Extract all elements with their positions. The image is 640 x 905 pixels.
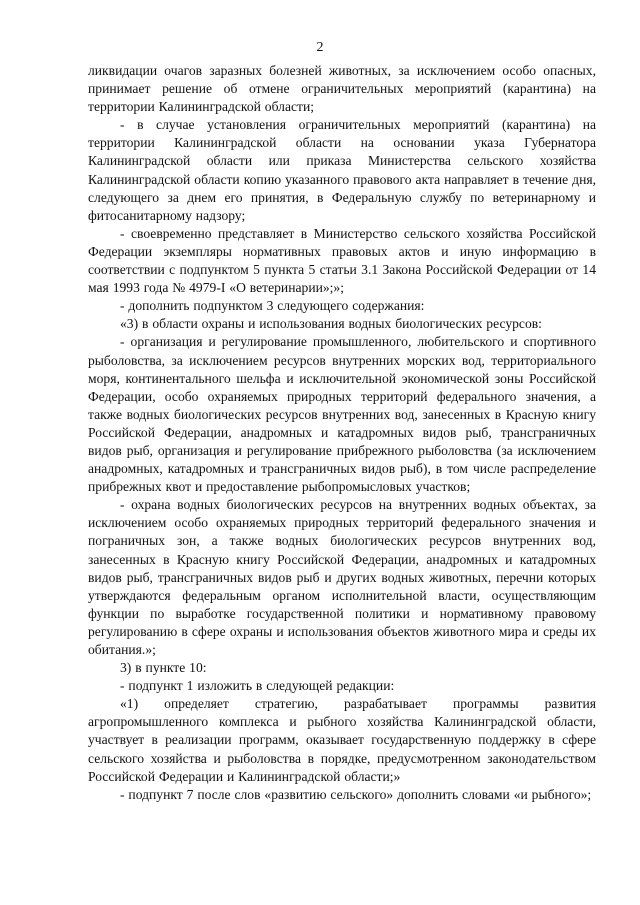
page-number: 2 bbox=[316, 40, 324, 55]
paragraph-10: «1) определяет стратегию, разрабатывает программы развития агропромышленного комплекса и рыбного хозяйства Калининградской области, участвует в реализации программ, оказывает государственную поддержку в сфере сельского хозяйства и рыболовства в порядке, предусмотренном законодательством Российской Федерации и Калининградской области;» bbox=[88, 696, 596, 784]
paragraph-2: - в случае установления ограничительных мероприятий (карантина) на территории Калининградской области на основании указа Губернатора Калининградской области или приказа Министерства сельского хозяйства Калининградской области копию указанного правового акта направляет в течение дня, следующего за днем его принятия, в Федеральную службу по ветеринарному и фитосанитарному надзору; bbox=[88, 117, 596, 223]
paragraph-6: - организация и регулирование промышленного, любительского и спортивного рыболовства, за исключением ресурсов внутренних морских вод, территориального моря, континентального шельфа и исключительной экономической зоны Российской Федерации, особо охраняемых природных территорий федерального значения, а также водных биологических ресурсов внутренних вод, занесенных в Красную книгу Российской Федерации, анадромных и катадромных видов рыб, трансграничных видов рыб, организация и регулирование прибрежного рыболовства (за исключением анадромных, катадромных и трансграничных видов рыб), в том числе распределение прибрежных квот и предоставление рыбопромысловых участков; bbox=[88, 334, 596, 495]
paragraph-5: «3) в области охраны и использования водных биологических ресурсов: bbox=[120, 316, 542, 332]
paragraph-3: - своевременно представляет в Министерство сельского хозяйства Российской Федерации экземпляры нормативных правовых актов и иную информацию в соответствии с подпунктом 5 пункта 5 статьи 3.1 Закона Российской Федерации от 14 мая 1993 года № 4979-I «О ветеринарии»;»; bbox=[88, 225, 596, 296]
paragraph-1: ликвидации очагов заразных болезней животных, за исключением особо опасных, принимает решение об отмене ограничительных мероприятий (карантина) на территории Калининградской области; bbox=[88, 63, 596, 115]
paragraph-11: - подпункт 7 после слов «развитию сельского» дополнить словами «и рыбного»; bbox=[120, 786, 592, 802]
paragraph-7: - охрана водных биологических ресурсов на внутренних водных объектах, за исключением особо охраняемых природных территорий федерального значения и пограничных зон, а также водных биологических ресурсов внутренних вод, занесенных в Красную книгу Российской Федерации, анадромных и катадромных видов рыб, трансграничных видов рыб и других водных животных, перечни которых утверждаются федеральным органом исполнительной власти, осуществляющим функции по выработке государственной политики и нормативному правовому регулированию в сфере охраны и использования объектов животного мира и среды их обитания.»; bbox=[88, 497, 596, 657]
document-body bbox=[88, 62, 596, 804]
paragraph-8: 3) в пункте 10: bbox=[120, 660, 207, 676]
paragraph-4: - дополнить подпунктом 3 следующего содержания: bbox=[120, 298, 425, 314]
paragraph-9: - подпункт 1 изложить в следующей редакции: bbox=[120, 678, 395, 694]
